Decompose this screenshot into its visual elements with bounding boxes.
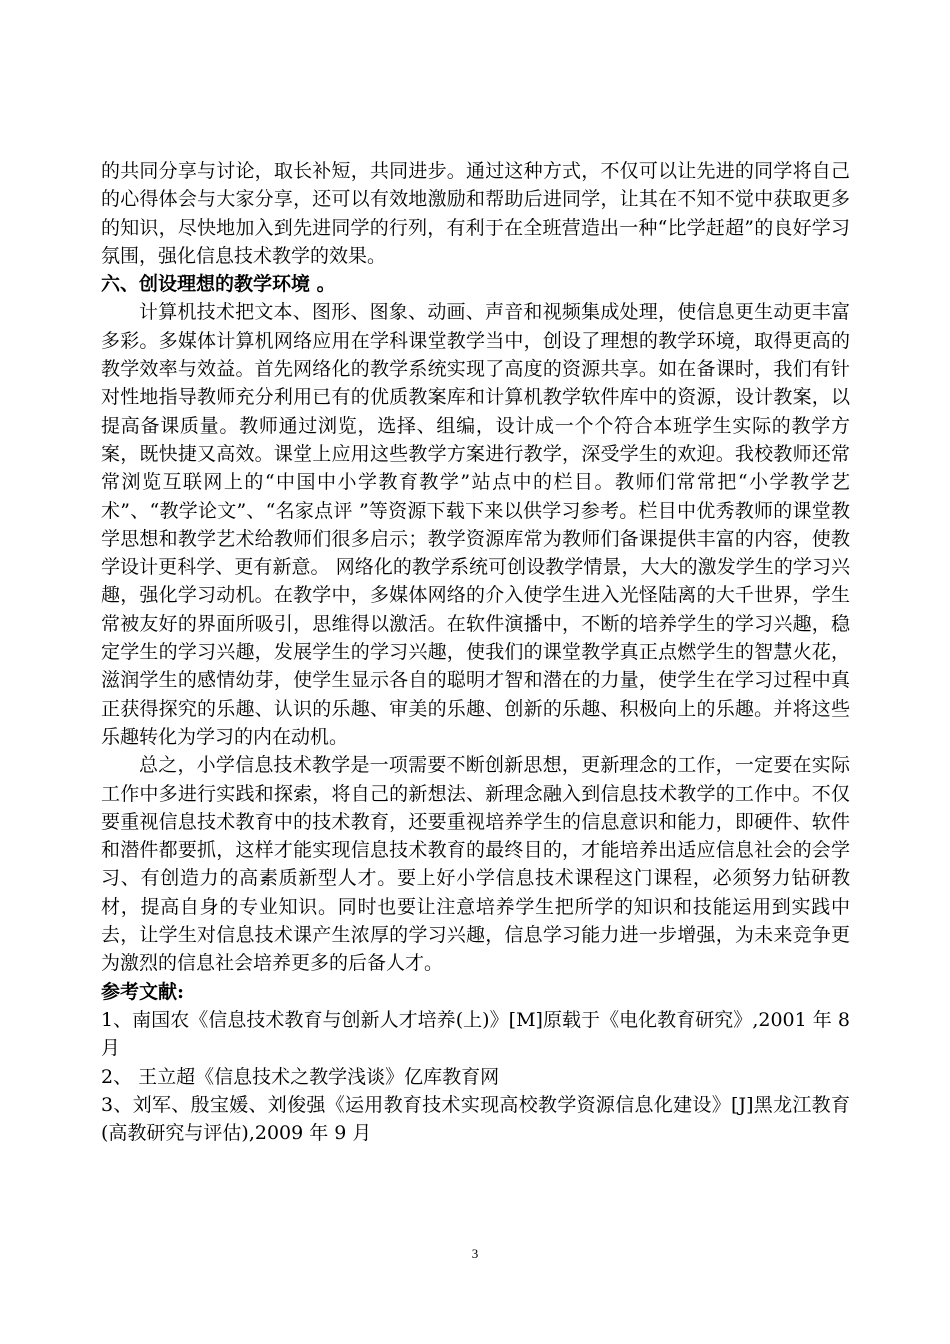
reference-item: 3、刘军、殷宝媛、刘俊强《运用教育技术实现高校教学资源信息化建设》[J]黑龙江教育(高教研究与评估),2009 年 9 月 [101, 1093, 850, 1145]
reference-item: 2、 王立超《信息技术之教学浅谈》亿库教育网 [101, 1065, 500, 1088]
references-heading: 参考文献: [101, 980, 185, 1003]
document-body [101, 157, 850, 1147]
paragraph-teaching-environment: 计算机技术把文本、图形、图象、动画、声音和视频集成处理，使信息更生动更丰富多彩。多媒体计算机网络应用在学科课堂教学当中，创设了理想的教学环境，取得更高的教学效率与效益。首先网络化的教学系统实现了高度的资源共享。如在备课时，我们有针对性地指导教师充分利用已有的优质教案库和计算机教学软件库中的资源，设计教案，以提高备课质量。教师通过浏览，选择、组编，设计成一个个符合本班学生实际的教学方案，既快捷又高效。课堂上应用这些教学方案进行教学，深受学生的欢迎。我校教师还常常浏览互联网上的“中国中小学教育教学”站点中的栏目。教师们常常把“小学教学艺术”、“教学论文”、“名家点评 ”等资源下载下来以供学习参考。栏目中优秀教师的课堂教学思想和教学艺术给教师们很多启示；教学资源库常为教师们备课提供丰富的内容，使教学设计更科学、更有新意。 网络化的教学系统可创设教学情景，大大的激发学生的学习兴趣，强化学习动机。在教学中，多媒体网络的介入使学生进入光怪陆离的大千世界，学生常被友好的界面所吸引，思维得以激活。在软件演播中，不断的培养学生的学习兴趣，稳定学生的学习兴趣，发展学生的学习兴趣，使我们的课堂教学真正点燃学生的智慧火花，滋润学生的感情幼芽，使学生显示各自的聪明才智和潜在的力量，使学生在学习过程中真正获得探究的乐趣、认识的乐趣、审美的乐趣、创新的乐趣、积极向上的乐趣。并将这些乐趣转化为学习的内在动机。 [101, 301, 850, 748]
reference-item: 1、南国农《信息技术教育与创新人才培养(上)》[M]原载于《电化教育研究》,2001 年 8 月 [101, 1008, 850, 1060]
section-heading: 六、创设理想的教学环境 。 [101, 273, 336, 296]
paragraph-conclusion: 总之，小学信息技术教学是一项需要不断创新思想，更新理念的工作，一定要在实际工作中多进行实践和探索，将自己的新想法、新理念融入到信息技术教学的工作中。不仅要重视信息技术教育中的技术教育，还要重视培养学生的信息意识和能力，即硬件、软件和潜件都要抓，这样才能实现信息技术教育的最终目的，才能培养出适应信息社会的会学习、有创造力的高素质新型人才。要上好小学信息技术课程这门课程，必须努力钻研教材，提高自身的专业知识。同时也要让注意培养学生把所学的知识和技能运用到实践中去，让学生对信息技术课产生浓厚的学习兴趣，信息学习能力进一步增强，为未来竞争更为激烈的信息社会培养更多的后备人才。 [101, 754, 850, 975]
paragraph-continued: 的共同分享与讨论，取长补短，共同进步。通过这种方式，不仅可以让先进的同学将自己的心得体会与大家分享，还可以有效地激励和帮助后进同学，让其在不知不觉中获取更多的知识，尽快地加入到先进同学的行列，有利于在全班营造出一种“比学赶超”的良好学习氛围，强化信息技术教学的效果。 [101, 160, 850, 267]
page-number: 3 [471, 1246, 479, 1261]
reference-list [101, 1006, 850, 1147]
